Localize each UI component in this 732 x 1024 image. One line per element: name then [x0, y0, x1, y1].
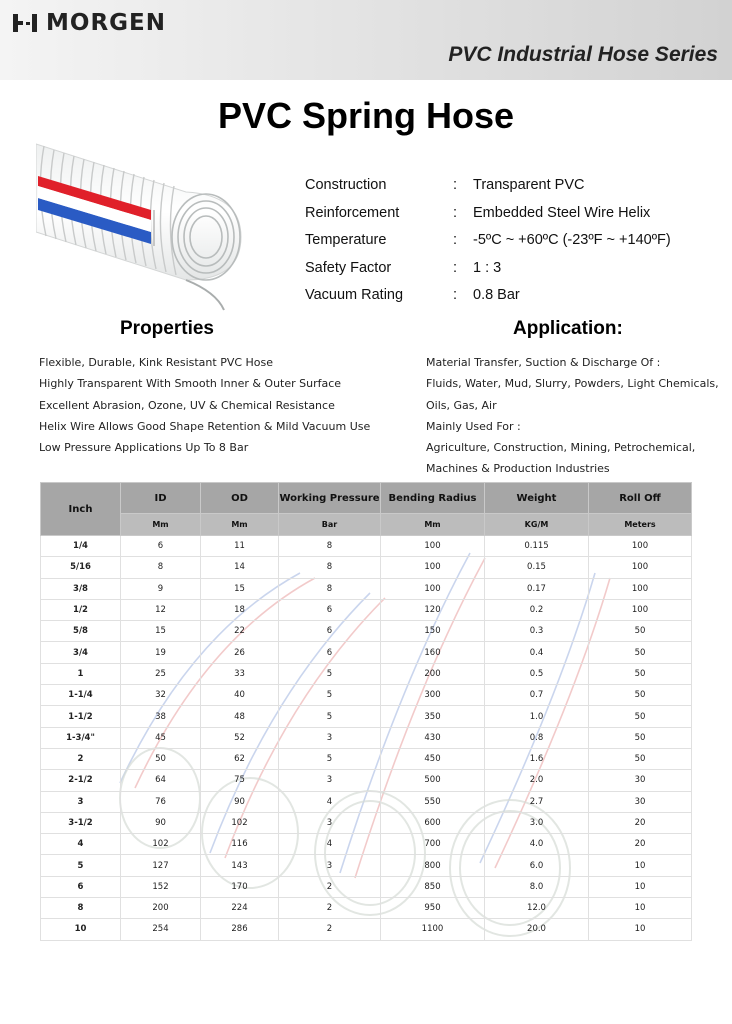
unit-header: Meters: [589, 514, 692, 536]
table-cell: 224: [201, 898, 279, 919]
table-cell: 9: [121, 578, 201, 599]
table-row: [41, 578, 692, 599]
table-cell: 100: [589, 578, 692, 599]
table-cell: 1/4: [41, 536, 121, 557]
table-cell: 4: [279, 834, 381, 855]
table-cell: 19: [121, 642, 201, 663]
page-header: [0, 0, 732, 80]
table-cell: 1-1/4: [41, 685, 121, 706]
table-cell: 3.0: [485, 812, 589, 833]
table-cell: 100: [589, 536, 692, 557]
table-cell: 430: [381, 727, 485, 748]
table-cell: 100: [589, 599, 692, 620]
table-cell: 5/16: [41, 557, 121, 578]
spec-colon: :: [453, 204, 458, 221]
spec-value: Embedded Steel Wire Helix: [473, 204, 651, 221]
table-cell: 500: [381, 770, 485, 791]
spec-colon: :: [453, 287, 458, 303]
table-cell: 200: [381, 663, 485, 684]
table-cell: 100: [381, 578, 485, 599]
unit-header: Mm: [201, 514, 279, 536]
table-cell: 160: [381, 642, 485, 663]
table-cell: 20: [589, 834, 692, 855]
table-cell: 127: [121, 855, 201, 876]
table-cell: 1100: [381, 919, 485, 940]
table-row: [41, 727, 692, 748]
spec-list: [305, 177, 725, 315]
table-cell: 0.7: [485, 685, 589, 706]
table-cell: 116: [201, 834, 279, 855]
spec-label: Temperature: [305, 232, 387, 248]
spec-colon: :: [453, 232, 458, 248]
spec-label: Safety Factor: [305, 259, 392, 276]
morgen-logo-icon: [12, 12, 40, 34]
table-cell: 3: [279, 855, 381, 876]
table-cell: 8: [279, 536, 381, 557]
spec-label: Reinforcement: [305, 204, 400, 221]
table-cell: 0.17: [485, 578, 589, 599]
column-header-inch: Inch: [41, 483, 121, 536]
table-row: [41, 855, 692, 876]
column-header-working-pressure: Working Pressure: [279, 483, 381, 514]
table-cell: 3: [279, 770, 381, 791]
table-cell: 3: [279, 727, 381, 748]
table-row: [41, 834, 692, 855]
brand-logo: [12, 10, 166, 36]
spec-table-container: [40, 482, 691, 940]
table-cell: 1-3/4": [41, 727, 121, 748]
table-row: [41, 876, 692, 897]
table-row: [41, 898, 692, 919]
table-cell: 4.0: [485, 834, 589, 855]
table-cell: 10: [589, 919, 692, 940]
table-cell: 5: [279, 706, 381, 727]
table-cell: 14: [201, 557, 279, 578]
table-cell: 6: [121, 536, 201, 557]
table-cell: 50: [589, 642, 692, 663]
table-cell: 8: [121, 557, 201, 578]
table-row: [41, 791, 692, 812]
table-cell: 33: [201, 663, 279, 684]
list-item: Flexible, Durable, Kink Resistant PVC Hose: [39, 356, 274, 369]
table-row: [41, 812, 692, 833]
spec-table: [40, 482, 692, 941]
table-cell: 90: [121, 812, 201, 833]
table-row: [41, 706, 692, 727]
spec-row: [305, 260, 725, 288]
table-row: [41, 642, 692, 663]
table-cell: 12: [121, 599, 201, 620]
list-item: Oils, Gas, Air: [426, 398, 497, 412]
table-cell: 90: [201, 791, 279, 812]
column-header-id: ID: [121, 483, 201, 514]
table-cell: 2: [41, 748, 121, 769]
table-cell: 50: [589, 663, 692, 684]
column-header-weight: Weight: [485, 483, 589, 514]
table-cell: 15: [121, 621, 201, 642]
table-cell: 30: [589, 770, 692, 791]
table-row: [41, 599, 692, 620]
table-cell: 0.8: [485, 727, 589, 748]
table-cell: 3-1/2: [41, 812, 121, 833]
list-item: Fluids, Water, Mud, Slurry, Powders, Light Chemicals,: [426, 377, 719, 391]
table-cell: 5: [279, 748, 381, 769]
table-cell: 2-1/2: [41, 770, 121, 791]
table-cell: 30: [589, 791, 692, 812]
spec-value: 1 : 3: [473, 259, 502, 276]
table-cell: 50: [589, 748, 692, 769]
table-cell: 45: [121, 727, 201, 748]
table-cell: 25: [121, 663, 201, 684]
spec-value: 0.8 Bar: [473, 287, 520, 303]
table-cell: 38: [121, 706, 201, 727]
brand-name: MORGEN: [46, 10, 166, 36]
table-cell: 150: [381, 621, 485, 642]
table-cell: 300: [381, 685, 485, 706]
table-cell: 102: [121, 834, 201, 855]
table-row: [41, 557, 692, 578]
table-row: [41, 748, 692, 769]
table-row: [41, 919, 692, 940]
table-cell: 6: [41, 876, 121, 897]
unit-header: Bar: [279, 514, 381, 536]
table-cell: 0.15: [485, 557, 589, 578]
table-cell: 1: [41, 663, 121, 684]
table-cell: 6: [279, 642, 381, 663]
table-cell: 2: [279, 876, 381, 897]
page-title: PVC Spring Hose: [217, 95, 515, 136]
table-cell: 4: [279, 791, 381, 812]
table-cell: 10: [589, 855, 692, 876]
table-cell: 102: [201, 812, 279, 833]
table-cell: 850: [381, 876, 485, 897]
table-cell: 170: [201, 876, 279, 897]
table-cell: 10: [589, 898, 692, 919]
series-title: PVC Industrial Hose Series: [448, 43, 718, 66]
table-cell: 1-1/2: [41, 706, 121, 727]
table-cell: 950: [381, 898, 485, 919]
table-cell: 2.7: [485, 791, 589, 812]
table-cell: 100: [381, 536, 485, 557]
table-cell: 286: [201, 919, 279, 940]
spec-row: [305, 177, 725, 205]
table-cell: 0.2: [485, 599, 589, 620]
table-cell: 10: [41, 919, 121, 940]
table-cell: 8.0: [485, 876, 589, 897]
table-cell: 18: [201, 599, 279, 620]
table-cell: 12.0: [485, 898, 589, 919]
column-header-roll-off: Roll Off: [589, 483, 692, 514]
table-cell: 1/2: [41, 599, 121, 620]
table-cell: 76: [121, 791, 201, 812]
spec-value: -5ºC ~ +60ºC (-23ºF ~ +140ºF): [473, 232, 671, 248]
table-cell: 120: [381, 599, 485, 620]
table-cell: 3: [41, 791, 121, 812]
table-cell: 5: [41, 855, 121, 876]
table-cell: 3/4: [41, 642, 121, 663]
table-cell: 2: [279, 898, 381, 919]
table-cell: 2: [279, 919, 381, 940]
table-cell: 75: [201, 770, 279, 791]
table-cell: 8: [279, 557, 381, 578]
table-cell: 8: [279, 578, 381, 599]
table-cell: 600: [381, 812, 485, 833]
table-cell: 52: [201, 727, 279, 748]
spec-row: [305, 287, 725, 315]
list-item: Material Transfer, Suction & Discharge Of :: [426, 356, 661, 369]
table-row: [41, 663, 692, 684]
table-cell: 3/8: [41, 578, 121, 599]
column-header-od: OD: [201, 483, 279, 514]
table-cell: 0.4: [485, 642, 589, 663]
table-cell: 5: [279, 663, 381, 684]
table-cell: 0.115: [485, 536, 589, 557]
table-cell: 50: [589, 727, 692, 748]
list-item: Highly Transparent With Smooth Inner & Outer Surface: [39, 377, 342, 391]
spec-row: [305, 205, 725, 233]
application-list: [426, 352, 719, 480]
table-cell: 6.0: [485, 855, 589, 876]
unit-header: KG/M: [485, 514, 589, 536]
table-cell: 6: [279, 599, 381, 620]
table-cell: 100: [589, 557, 692, 578]
table-cell: 4: [41, 834, 121, 855]
table-cell: 0.5: [485, 663, 589, 684]
spec-row: [305, 232, 725, 260]
list-item: Agriculture, Construction, Mining, Petrochemical,: [426, 441, 696, 455]
table-cell: 152: [121, 876, 201, 897]
list-item: Low Pressure Applications Up To 8 Bar: [39, 441, 249, 455]
table-cell: 10: [589, 876, 692, 897]
spec-label: Construction: [305, 177, 387, 193]
spec-table-body: [41, 536, 692, 941]
table-cell: 20.0: [485, 919, 589, 940]
table-cell: 40: [201, 685, 279, 706]
table-cell: 0.3: [485, 621, 589, 642]
table-cell: 3: [279, 812, 381, 833]
table-cell: 800: [381, 855, 485, 876]
table-cell: 48: [201, 706, 279, 727]
table-cell: 6: [279, 621, 381, 642]
table-row: [41, 536, 692, 557]
table-row: [41, 770, 692, 791]
table-cell: 50: [589, 685, 692, 706]
table-cell: 1.6: [485, 748, 589, 769]
table-cell: 350: [381, 706, 485, 727]
table-cell: 1.0: [485, 706, 589, 727]
table-cell: 22: [201, 621, 279, 642]
table-cell: 2.0: [485, 770, 589, 791]
table-cell: 32: [121, 685, 201, 706]
table-cell: 15: [201, 578, 279, 599]
table-cell: 50: [589, 621, 692, 642]
table-cell: 143: [201, 855, 279, 876]
list-item: Excellent Abrasion, Ozone, UV & Chemical Resistance: [39, 398, 335, 412]
table-cell: 50: [121, 748, 201, 769]
list-item: Helix Wire Allows Good Shape Retention & Mild Vacuum Use: [39, 419, 371, 433]
table-cell: 550: [381, 791, 485, 812]
application-heading: Application:: [513, 318, 623, 339]
column-header-bending-radius: Bending Radius: [381, 483, 485, 514]
table-cell: 5: [279, 685, 381, 706]
table-cell: 450: [381, 748, 485, 769]
unit-header: Mm: [381, 514, 485, 536]
table-cell: 26: [201, 642, 279, 663]
spec-colon: :: [453, 177, 458, 193]
table-cell: 254: [121, 919, 201, 940]
list-item: Machines & Production Industries: [426, 462, 610, 476]
table-cell: 100: [381, 557, 485, 578]
spec-label: Vacuum Rating: [305, 287, 404, 303]
spec-value: Transparent PVC: [473, 177, 585, 193]
properties-heading: Properties: [120, 318, 214, 339]
properties-list: [39, 352, 370, 458]
table-cell: 200: [121, 898, 201, 919]
table-row: [41, 621, 692, 642]
table-cell: 5/8: [41, 621, 121, 642]
table-cell: 11: [201, 536, 279, 557]
table-cell: 50: [589, 706, 692, 727]
table-row: [41, 685, 692, 706]
table-cell: 8: [41, 898, 121, 919]
hose-product-image: [36, 140, 266, 312]
unit-header: Mm: [121, 514, 201, 536]
spec-colon: :: [453, 259, 458, 276]
table-cell: 20: [589, 812, 692, 833]
table-cell: 700: [381, 834, 485, 855]
list-item: Mainly Used For :: [426, 419, 521, 433]
table-cell: 62: [201, 748, 279, 769]
table-cell: 64: [121, 770, 201, 791]
